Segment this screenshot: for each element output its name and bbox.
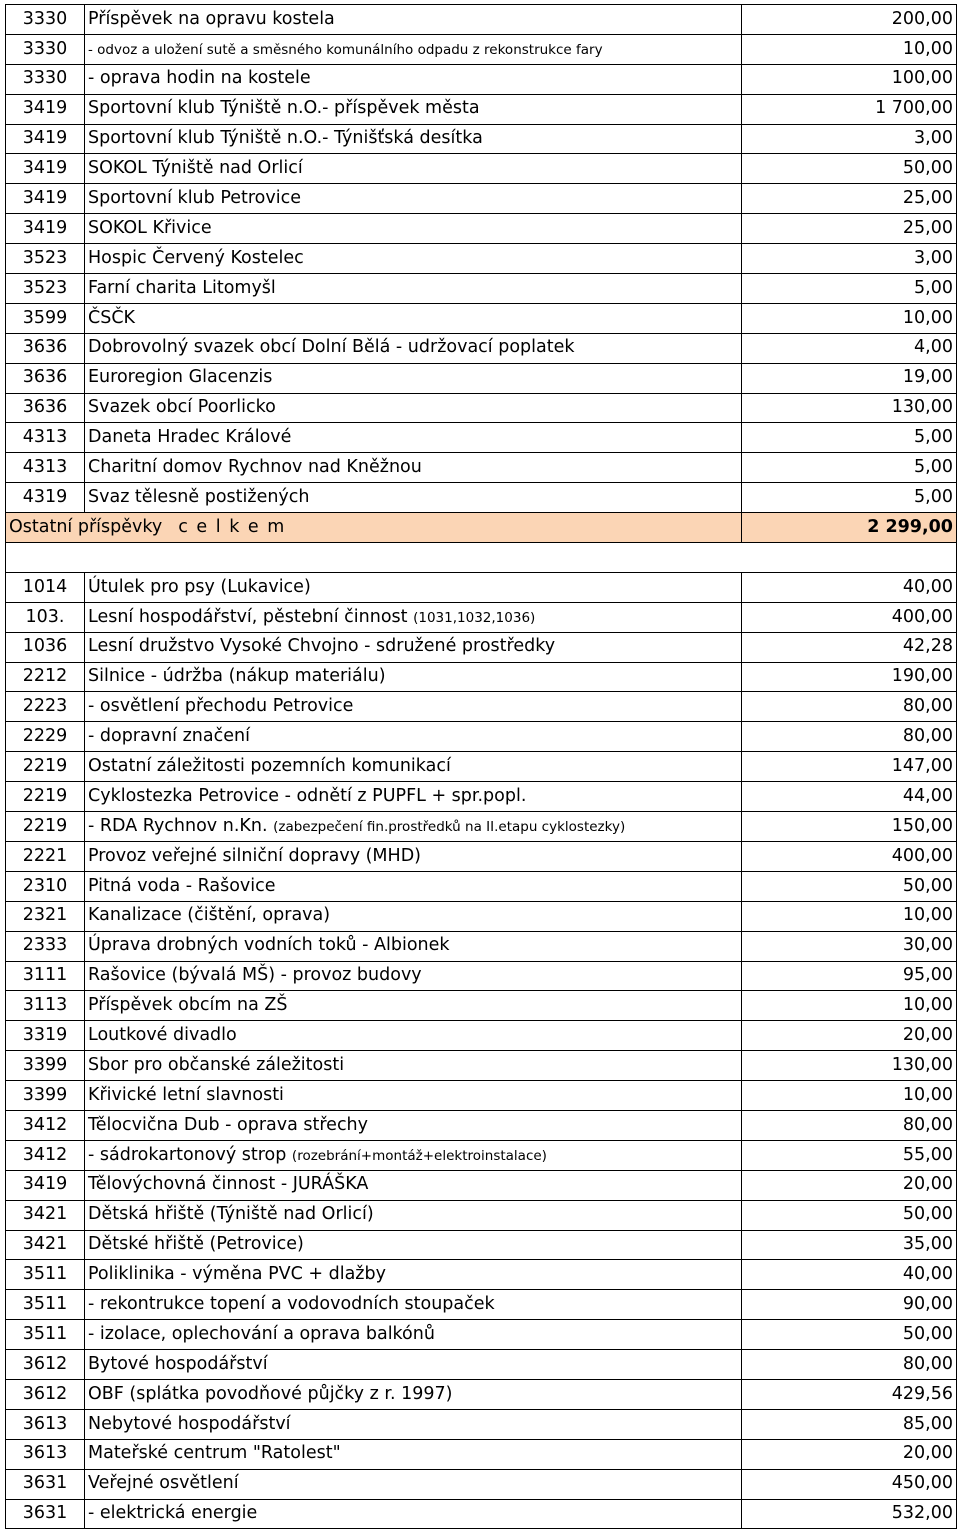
table-row xyxy=(6,782,957,812)
row-description-text: SOKOL Křivice xyxy=(88,217,212,238)
row-description-text: Nebytové hospodářství xyxy=(88,1413,291,1434)
row-amount: 85,00 xyxy=(742,1409,957,1439)
table-row xyxy=(6,1350,957,1380)
table-row xyxy=(6,692,957,722)
table-row xyxy=(6,991,957,1021)
row-amount: 10,00 xyxy=(742,303,957,333)
row-description xyxy=(85,931,742,961)
row-amount: 80,00 xyxy=(742,1110,957,1140)
table-row xyxy=(6,244,957,274)
row-description-text: - sádrokartonový strop xyxy=(88,1144,287,1165)
row-amount: 130,00 xyxy=(742,1051,957,1081)
row-description xyxy=(85,1499,742,1529)
row-code: 3636 xyxy=(6,393,85,423)
row-code: 3421 xyxy=(6,1230,85,1260)
row-code: 2223 xyxy=(6,692,85,722)
row-description-text: Ostatní záležitosti pozemních komunikací xyxy=(88,755,451,776)
row-description-text: Příspěvek na opravu kostela xyxy=(88,8,335,29)
row-description xyxy=(85,662,742,692)
table-row xyxy=(6,274,957,304)
row-code: 3612 xyxy=(6,1350,85,1380)
table-row xyxy=(6,64,957,94)
table-row xyxy=(6,961,957,991)
row-description-text: - osvětlení přechodu Petrovice xyxy=(88,696,354,717)
row-code: 2221 xyxy=(6,841,85,871)
row-description-text: Sportovní klub Týniště n.O.- příspěvek města xyxy=(88,98,480,119)
table-row xyxy=(6,1439,957,1469)
row-amount: 450,00 xyxy=(742,1469,957,1499)
table-row xyxy=(6,333,957,363)
row-description-text: Křivické letní slavnosti xyxy=(88,1084,284,1105)
row-description xyxy=(85,214,742,244)
row-amount: 100,00 xyxy=(742,64,957,94)
row-code: 3330 xyxy=(6,5,85,35)
row-code: 3421 xyxy=(6,1200,85,1230)
row-amount: 95,00 xyxy=(742,961,957,991)
row-description xyxy=(85,752,742,782)
row-description-text: Pitná voda - Rašovice xyxy=(88,875,276,896)
row-amount: 80,00 xyxy=(742,1350,957,1380)
row-amount: 25,00 xyxy=(742,184,957,214)
row-description-text: Dětská hřiště (Týniště nad Orlicí) xyxy=(88,1204,374,1225)
row-amount: 5,00 xyxy=(742,423,957,453)
row-description xyxy=(85,602,742,632)
table-row xyxy=(6,1110,957,1140)
row-amount: 50,00 xyxy=(742,154,957,184)
row-amount: 50,00 xyxy=(742,871,957,901)
row-description-text: Euroregion Glacenzis xyxy=(88,367,273,388)
row-description-text: Sportovní klub Týniště n.O.- Týnišťská desítka xyxy=(88,128,483,149)
row-code: 3613 xyxy=(6,1439,85,1469)
row-description-text: Loutkové divadlo xyxy=(88,1024,237,1045)
table-row xyxy=(6,1379,957,1409)
budget-table-body xyxy=(6,5,957,1529)
row-description-text: Lesní hospodářství, pěstební činnost xyxy=(88,606,408,627)
table-row xyxy=(6,812,957,842)
row-description-text: Provoz veřejné silniční dopravy (MHD) xyxy=(88,845,421,866)
spacer-row xyxy=(6,543,957,573)
row-code: 3419 xyxy=(6,184,85,214)
row-code: 3419 xyxy=(6,214,85,244)
table-row xyxy=(6,1140,957,1170)
row-description xyxy=(85,901,742,931)
row-description xyxy=(85,393,742,423)
row-code: 2229 xyxy=(6,722,85,752)
row-code: 3412 xyxy=(6,1140,85,1170)
row-amount: 5,00 xyxy=(742,453,957,483)
row-description xyxy=(85,812,742,842)
row-amount: 147,00 xyxy=(742,752,957,782)
row-description xyxy=(85,1140,742,1170)
row-code: 3419 xyxy=(6,154,85,184)
row-code: 3636 xyxy=(6,363,85,393)
table-row xyxy=(6,1081,957,1111)
row-description xyxy=(85,303,742,333)
table-row xyxy=(6,154,957,184)
row-description xyxy=(85,841,742,871)
row-description-text: Cyklostezka Petrovice - odnětí z PUPFL + spr.popl. xyxy=(88,785,527,806)
table-row xyxy=(6,453,957,483)
budget-table xyxy=(5,4,957,1529)
row-description xyxy=(85,1051,742,1081)
row-description xyxy=(85,124,742,154)
row-description-text: Dětské hřiště (Petrovice) xyxy=(88,1234,304,1255)
row-amount: 44,00 xyxy=(742,782,957,812)
table-row xyxy=(6,1021,957,1051)
row-description-text: Dobrovolný svazek obcí Dolní Bělá - udržovací poplatek xyxy=(88,337,575,358)
row-description xyxy=(85,1350,742,1380)
table-row xyxy=(6,901,957,931)
row-description xyxy=(85,632,742,662)
row-code: 3330 xyxy=(6,34,85,64)
row-code: 2219 xyxy=(6,782,85,812)
row-code: 3412 xyxy=(6,1110,85,1140)
row-code: 103. xyxy=(6,602,85,632)
row-code: 3636 xyxy=(6,333,85,363)
row-code: 2333 xyxy=(6,931,85,961)
row-amount: 35,00 xyxy=(742,1230,957,1260)
row-description-text: Sportovní klub Petrovice xyxy=(88,188,301,209)
row-description-text: Svaz tělesně postižených xyxy=(88,486,310,507)
row-description xyxy=(85,1320,742,1350)
row-description xyxy=(85,274,742,304)
row-code: 3523 xyxy=(6,274,85,304)
row-amount: 10,00 xyxy=(742,991,957,1021)
row-code: 2219 xyxy=(6,812,85,842)
table-row xyxy=(6,214,957,244)
row-description xyxy=(85,961,742,991)
row-description xyxy=(85,722,742,752)
row-description-text: Příspěvek obcím na ZŠ xyxy=(88,995,288,1016)
table-row xyxy=(6,303,957,333)
row-note: (rozebrání+montáž+elektroinstalace) xyxy=(291,1147,547,1164)
row-description xyxy=(85,1200,742,1230)
table-row xyxy=(6,841,957,871)
row-amount: 80,00 xyxy=(742,722,957,752)
row-code: 3599 xyxy=(6,303,85,333)
row-description-text: Veřejné osvětlení xyxy=(88,1473,239,1494)
row-description-text: Tělocvična Dub - oprava střechy xyxy=(88,1114,369,1135)
table-row xyxy=(6,1320,957,1350)
row-amount: 40,00 xyxy=(742,1260,957,1290)
row-description-text: Sbor pro občanské záležitosti xyxy=(88,1054,345,1075)
row-code: 2212 xyxy=(6,662,85,692)
row-description-text: - dopravní značení xyxy=(88,726,250,747)
total-amount: 2 299,00 xyxy=(742,513,957,543)
row-description-text: Poliklinika - výměna PVC + dlažby xyxy=(88,1264,386,1285)
row-amount: 10,00 xyxy=(742,1081,957,1111)
row-description-text: OBF (splátka povodňové půjčky z r. 1997) xyxy=(88,1383,453,1404)
row-note: (1031,1032,1036) xyxy=(413,609,536,626)
table-row xyxy=(6,662,957,692)
row-description-text: - izolace, oplechování a oprava balkónů xyxy=(88,1323,435,1344)
row-amount: 150,00 xyxy=(742,812,957,842)
row-description xyxy=(85,1409,742,1439)
row-code: 3419 xyxy=(6,1170,85,1200)
row-description xyxy=(85,64,742,94)
row-amount: 10,00 xyxy=(742,901,957,931)
row-amount: 80,00 xyxy=(742,692,957,722)
row-description xyxy=(85,154,742,184)
row-code: 3399 xyxy=(6,1081,85,1111)
row-description xyxy=(85,184,742,214)
row-amount: 130,00 xyxy=(742,393,957,423)
row-amount: 50,00 xyxy=(742,1200,957,1230)
row-description xyxy=(85,1439,742,1469)
table-row xyxy=(6,423,957,453)
row-description xyxy=(85,871,742,901)
row-description xyxy=(85,333,742,363)
total-label-text: Ostatní příspěvky xyxy=(9,516,163,537)
row-amount: 400,00 xyxy=(742,602,957,632)
row-code: 3631 xyxy=(6,1469,85,1499)
row-description-text: Svazek obcí Poorlicko xyxy=(88,397,276,418)
row-code: 1014 xyxy=(6,572,85,602)
row-description xyxy=(85,363,742,393)
row-code: 2310 xyxy=(6,871,85,901)
row-note: (zabezpečení fin.prostředků na II.etapu cyklostezky) xyxy=(273,818,626,835)
row-description-text: Lesní družstvo Vysoké Chvojno - sdružené prostředky xyxy=(88,636,556,657)
row-amount: 50,00 xyxy=(742,1320,957,1350)
row-code: 3419 xyxy=(6,94,85,124)
row-amount: 429,56 xyxy=(742,1379,957,1409)
row-description xyxy=(85,991,742,1021)
table-row xyxy=(6,393,957,423)
row-amount: 5,00 xyxy=(742,274,957,304)
row-description xyxy=(85,1170,742,1200)
table-row xyxy=(6,1260,957,1290)
row-description-text: - rekontrukce topení a vodovodních stoupaček xyxy=(88,1293,495,1314)
row-description-text: Tělovýchovná činnost - JURÁŠKA xyxy=(88,1174,369,1195)
row-amount: 20,00 xyxy=(742,1439,957,1469)
row-code: 3319 xyxy=(6,1021,85,1051)
row-description xyxy=(85,572,742,602)
table-row xyxy=(6,1230,957,1260)
row-code: 3330 xyxy=(6,64,85,94)
table-row xyxy=(6,124,957,154)
row-code: 3612 xyxy=(6,1379,85,1409)
row-code: 4313 xyxy=(6,423,85,453)
row-description-text: Farní charita Litomyšl xyxy=(88,277,276,298)
table-row xyxy=(6,632,957,662)
table-row xyxy=(6,1051,957,1081)
row-description xyxy=(85,94,742,124)
table-row xyxy=(6,94,957,124)
row-amount: 200,00 xyxy=(742,5,957,35)
table-row xyxy=(6,1499,957,1529)
row-description xyxy=(85,692,742,722)
row-amount: 10,00 xyxy=(742,34,957,64)
row-description xyxy=(85,423,742,453)
row-description xyxy=(85,782,742,812)
row-amount: 20,00 xyxy=(742,1170,957,1200)
row-description xyxy=(85,34,742,64)
table-row xyxy=(6,752,957,782)
row-description xyxy=(85,1290,742,1320)
row-amount: 190,00 xyxy=(742,662,957,692)
row-description-text: Hospic Červený Kostelec xyxy=(88,247,304,268)
row-amount: 3,00 xyxy=(742,124,957,154)
row-description xyxy=(85,1021,742,1051)
table-row xyxy=(6,602,957,632)
spacer-cell xyxy=(6,543,957,573)
row-code: 3631 xyxy=(6,1499,85,1529)
row-amount: 55,00 xyxy=(742,1140,957,1170)
table-row xyxy=(6,871,957,901)
row-description xyxy=(85,1110,742,1140)
table-row xyxy=(6,1170,957,1200)
row-code: 2219 xyxy=(6,752,85,782)
row-amount: 19,00 xyxy=(742,363,957,393)
row-description xyxy=(85,5,742,35)
row-code: 4313 xyxy=(6,453,85,483)
row-amount: 1 700,00 xyxy=(742,94,957,124)
row-description-text: Úprava drobných vodních toků - Albionek xyxy=(88,935,450,956)
row-amount: 42,28 xyxy=(742,632,957,662)
table-row xyxy=(6,483,957,513)
row-amount: 400,00 xyxy=(742,841,957,871)
row-code: 1036 xyxy=(6,632,85,662)
table-row xyxy=(6,931,957,961)
row-description-text: - elektrická energie xyxy=(88,1503,258,1524)
row-amount: 532,00 xyxy=(742,1499,957,1529)
row-code: 3113 xyxy=(6,991,85,1021)
row-amount: 20,00 xyxy=(742,1021,957,1051)
total-label-spaced: c e l k e m xyxy=(178,516,286,537)
row-description-text: Bytové hospodářství xyxy=(88,1353,268,1374)
row-code: 3399 xyxy=(6,1051,85,1081)
row-description-text: ČSČK xyxy=(88,307,136,328)
row-code: 4319 xyxy=(6,483,85,513)
row-description-text: Charitní domov Rychnov nad Kněžnou xyxy=(88,457,422,478)
row-description xyxy=(85,1379,742,1409)
row-description xyxy=(85,1081,742,1111)
row-description-text: - RDA Rychnov n.Kn. xyxy=(88,815,268,836)
row-code: 3511 xyxy=(6,1320,85,1350)
row-description-text: Útulek pro psy (Lukavice) xyxy=(88,576,311,597)
row-description-text: Daneta Hradec Králové xyxy=(88,427,292,448)
row-description-text: Kanalizace (čištění, oprava) xyxy=(88,905,331,926)
table-row xyxy=(6,572,957,602)
row-amount: 5,00 xyxy=(742,483,957,513)
table-row xyxy=(6,1290,957,1320)
row-code: 2321 xyxy=(6,901,85,931)
row-amount: 25,00 xyxy=(742,214,957,244)
row-code: 3523 xyxy=(6,244,85,274)
row-description-text: Rašovice (bývalá MŠ) - provoz budovy xyxy=(88,965,422,986)
row-description xyxy=(85,1469,742,1499)
row-description xyxy=(85,483,742,513)
row-code: 3613 xyxy=(6,1409,85,1439)
total-label xyxy=(6,513,742,543)
row-amount: 4,00 xyxy=(742,333,957,363)
row-amount: 30,00 xyxy=(742,931,957,961)
table-row xyxy=(6,1200,957,1230)
row-description-text: Silnice - údržba (nákup materiálu) xyxy=(88,666,386,687)
row-description-text: - odvoz a uložení sutě a směsného komunálního odpadu z rekonstrukce fary xyxy=(88,41,603,58)
row-description xyxy=(85,1230,742,1260)
row-code: 3419 xyxy=(6,124,85,154)
row-description-text: Mateřské centrum "Ratolest" xyxy=(88,1443,341,1464)
row-code: 3511 xyxy=(6,1290,85,1320)
table-row xyxy=(6,1469,957,1499)
row-amount: 90,00 xyxy=(742,1290,957,1320)
row-description xyxy=(85,244,742,274)
table-row xyxy=(6,5,957,35)
row-description xyxy=(85,453,742,483)
table-row xyxy=(6,722,957,752)
total-row xyxy=(6,513,957,543)
row-description-text: - oprava hodin na kostele xyxy=(88,68,311,89)
table-row xyxy=(6,1409,957,1439)
table-row xyxy=(6,363,957,393)
row-amount: 3,00 xyxy=(742,244,957,274)
row-code: 3511 xyxy=(6,1260,85,1290)
table-row xyxy=(6,184,957,214)
row-description xyxy=(85,1260,742,1290)
row-amount: 40,00 xyxy=(742,572,957,602)
row-code: 3111 xyxy=(6,961,85,991)
row-description-text: SOKOL Týniště nad Orlicí xyxy=(88,158,303,179)
table-row xyxy=(6,34,957,64)
